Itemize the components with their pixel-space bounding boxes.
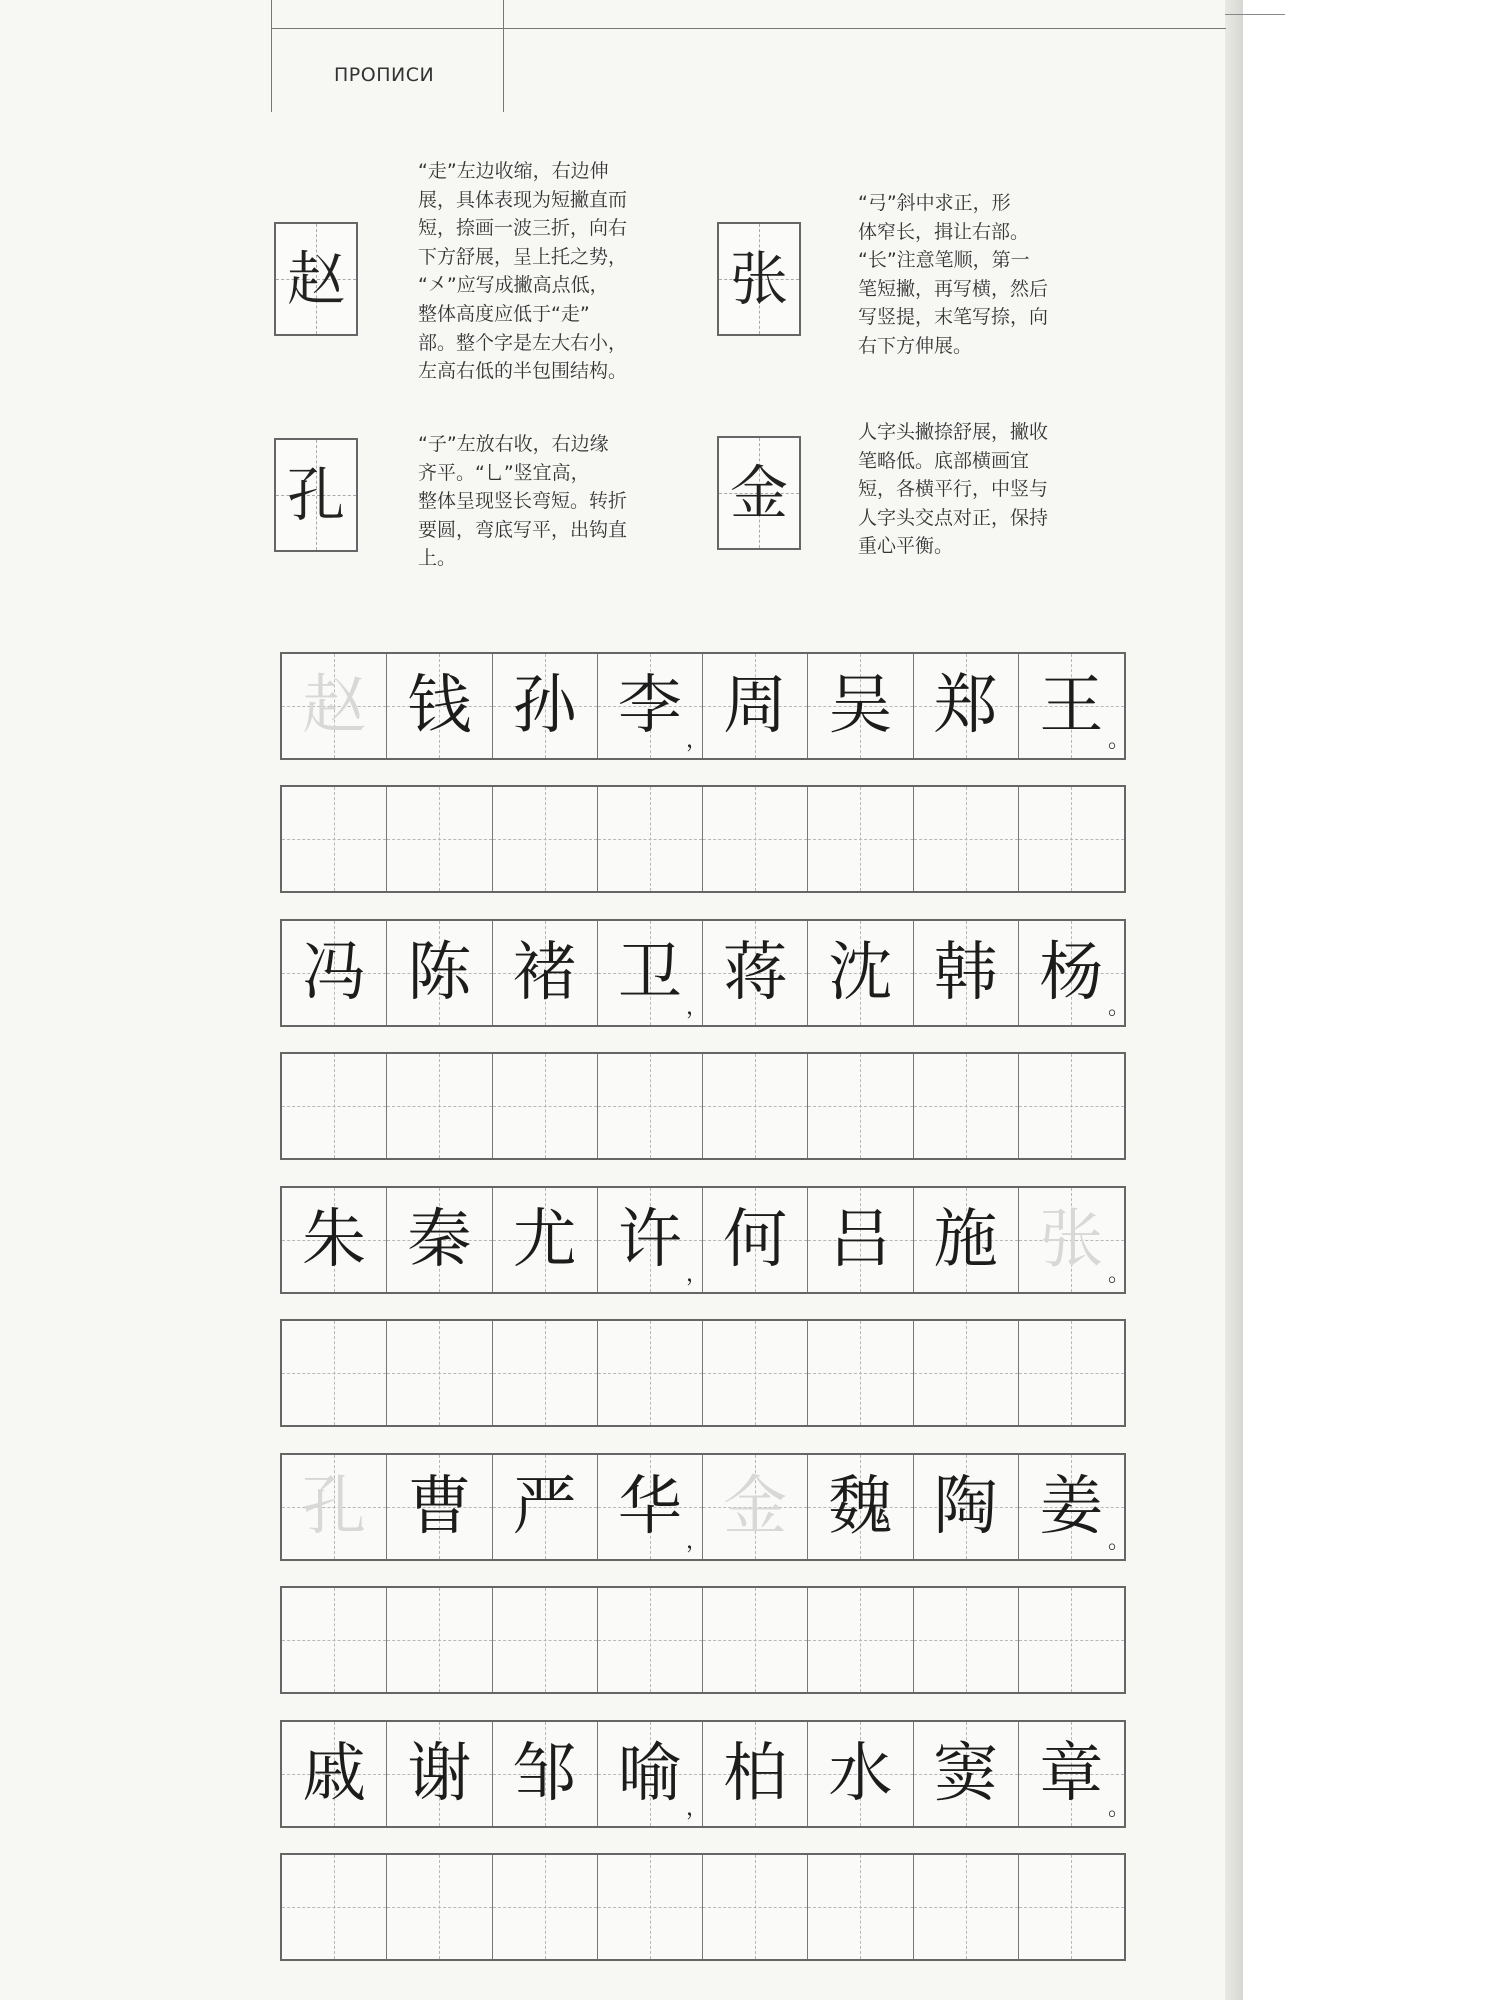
- example-cell: [598, 1455, 708, 1559]
- grid-character: 陈: [407, 936, 472, 1010]
- example-cell: [598, 1722, 708, 1826]
- sample-char: 孔: [286, 461, 345, 529]
- edge-rule: [1225, 14, 1285, 15]
- grid-character: 邹: [512, 1737, 577, 1811]
- example-cell: [703, 1455, 808, 1559]
- example-cell: [808, 654, 913, 758]
- example-cell: [598, 654, 708, 758]
- example-cell: [914, 1188, 1019, 1292]
- grid-character: 魏: [828, 1470, 893, 1544]
- grid-character: 金: [723, 1470, 788, 1544]
- practice-cell[interactable]: [282, 1588, 387, 1692]
- example-cell: [1019, 1455, 1130, 1559]
- grid-character: 沈: [828, 936, 893, 1010]
- grid-character: 水: [828, 1737, 893, 1811]
- practice-cell[interactable]: [387, 1321, 492, 1425]
- practice-cell[interactable]: [598, 1588, 703, 1692]
- practice-cell[interactable]: [1019, 787, 1124, 891]
- example-cell: [282, 1188, 387, 1292]
- example-cell: [387, 1188, 492, 1292]
- grid-character: 周: [723, 669, 788, 743]
- grid-character: 谢: [407, 1737, 472, 1811]
- punctuation-mark: 。: [1107, 1262, 1130, 1287]
- sample-note-zhang: “弓”斜中求正，形 体窄长，揖让右部。 “长”注意笔顺，第一 笔短撇，再写横，然后 写竖提，末笔写捺，向 右下方伸展。: [858, 192, 1049, 357]
- example-cell: [282, 1455, 387, 1559]
- example-cell: [387, 654, 492, 758]
- example-row: [280, 1186, 1130, 1294]
- practice-cell[interactable]: [703, 1054, 808, 1158]
- practice-cell[interactable]: [1019, 1588, 1124, 1692]
- example-cell: [808, 1455, 913, 1559]
- example-cell: [914, 921, 1019, 1025]
- grid-character: 尤: [512, 1203, 577, 1277]
- example-cell: [282, 654, 387, 758]
- example-cell: [387, 1455, 492, 1559]
- example-cell: [282, 1722, 387, 1826]
- punctuation-mark: 。: [1107, 1529, 1130, 1554]
- grid-character: 孔: [302, 1470, 367, 1544]
- practice-row: [280, 1052, 1126, 1160]
- grid-character: 姜: [1039, 1470, 1104, 1544]
- example-cell: [493, 1722, 598, 1826]
- sample-box-jin: [717, 436, 801, 550]
- example-cell: [808, 921, 913, 1025]
- example-cell: [282, 921, 387, 1025]
- sample-box-zhao: [274, 222, 358, 336]
- example-cell: [387, 1722, 492, 1826]
- practice-cell[interactable]: [493, 1321, 598, 1425]
- grid-character: 蒋: [723, 936, 788, 1010]
- practice-cell[interactable]: [282, 787, 387, 891]
- example-cell: [598, 921, 708, 1025]
- practice-cell[interactable]: [703, 1855, 808, 1959]
- grid-character: 窦: [933, 1737, 998, 1811]
- example-cell: [703, 654, 808, 758]
- practice-cell[interactable]: [598, 787, 703, 891]
- practice-cell[interactable]: [598, 1855, 703, 1959]
- grid-character: 卫: [617, 936, 682, 1010]
- punctuation-mark: ，: [685, 1796, 708, 1821]
- example-cell: [1019, 921, 1130, 1025]
- practice-cell[interactable]: [387, 1855, 492, 1959]
- grid-character: 章: [1039, 1737, 1104, 1811]
- practice-cell[interactable]: [493, 1588, 598, 1692]
- practice-cell[interactable]: [703, 1321, 808, 1425]
- example-cell: [703, 1722, 808, 1826]
- sample-char: 赵: [286, 245, 345, 313]
- grid-character: 冯: [302, 936, 367, 1010]
- punctuation-mark: 。: [1107, 728, 1130, 753]
- grid-character: 秦: [407, 1203, 472, 1277]
- practice-cell[interactable]: [808, 1321, 913, 1425]
- example-cell: [387, 921, 492, 1025]
- grid-character: 何: [723, 1203, 788, 1277]
- example-row: [280, 919, 1130, 1027]
- practice-cell[interactable]: [282, 1855, 387, 1959]
- practice-cell[interactable]: [493, 787, 598, 891]
- grid-character: 喻: [617, 1737, 682, 1811]
- grid-character: 杨: [1039, 936, 1104, 1010]
- example-cell: [1019, 1188, 1130, 1292]
- example-cell: [493, 1455, 598, 1559]
- practice-cell[interactable]: [808, 1054, 913, 1158]
- example-cell: [703, 1188, 808, 1292]
- grid-character: 吴: [828, 669, 893, 743]
- example-cell: [808, 1722, 913, 1826]
- sample-note-jin: 人字头撇捺舒展，撇收 笔略低。底部横画宜 短，各横平行，中竖与 人字头交点对正，保持 重心平衡。: [858, 421, 1049, 558]
- grid-character: 曹: [407, 1470, 472, 1544]
- punctuation-mark: ，: [685, 995, 708, 1020]
- punctuation-mark: 。: [1107, 995, 1130, 1020]
- header-left-rule: [271, 0, 272, 112]
- practice-cell[interactable]: [387, 1054, 492, 1158]
- grid-character: 陶: [933, 1470, 998, 1544]
- grid-character: 郑: [933, 669, 998, 743]
- practice-row: [280, 1319, 1126, 1427]
- practice-cell[interactable]: [493, 1054, 598, 1158]
- grid-character: 柏: [723, 1737, 788, 1811]
- grid-character: 赵: [302, 669, 367, 743]
- grid-character: 韩: [933, 936, 998, 1010]
- sample-note-zhao: “走”左边收缩，右边伸 展，具体表现为短撇直而 短，捺画一波三折，向右 下方舒展，呈上托之势， “㐅”应写成撇高点低， 整体高度应低于“走” 部。整个字是左大右小， 左高右低的半包围结构。: [418, 160, 628, 383]
- practice-cell[interactable]: [1019, 1054, 1124, 1158]
- example-cell: [493, 654, 598, 758]
- header-mid-rule: [503, 0, 504, 112]
- practice-cell[interactable]: [914, 1054, 1019, 1158]
- grid-character: 吕: [828, 1203, 893, 1277]
- example-row: [280, 1720, 1130, 1828]
- punctuation-mark: ，: [685, 728, 708, 753]
- grid-character: 钱: [407, 669, 472, 743]
- practice-cell[interactable]: [914, 1321, 1019, 1425]
- practice-cell[interactable]: [1019, 1321, 1124, 1425]
- example-cell: [914, 654, 1019, 758]
- practice-cell[interactable]: [914, 1855, 1019, 1959]
- practice-cell[interactable]: [387, 1588, 492, 1692]
- practice-cell[interactable]: [282, 1321, 387, 1425]
- sample-char: 张: [729, 245, 788, 313]
- practice-cell[interactable]: [703, 787, 808, 891]
- practice-cell[interactable]: [598, 1321, 703, 1425]
- punctuation-mark: 。: [1107, 1796, 1130, 1821]
- example-cell: [493, 1188, 598, 1292]
- grid-character: 褚: [512, 936, 577, 1010]
- example-cell: [914, 1722, 1019, 1826]
- grid-character: 朱: [302, 1203, 367, 1277]
- punctuation-mark: ，: [685, 1529, 708, 1554]
- practice-cell[interactable]: [808, 787, 913, 891]
- practice-cell[interactable]: [703, 1588, 808, 1692]
- page-title: ПРОПИСИ: [334, 64, 435, 86]
- grid-character: 张: [1039, 1203, 1104, 1277]
- practice-row: [280, 1586, 1126, 1694]
- practice-cell[interactable]: [808, 1855, 913, 1959]
- grid-character: 施: [933, 1203, 998, 1277]
- sample-box-zhang: [717, 222, 801, 336]
- example-cell: [703, 921, 808, 1025]
- example-cell: [493, 921, 598, 1025]
- grid-character: 华: [617, 1470, 682, 1544]
- example-row: [280, 1453, 1130, 1561]
- grid-character: 戚: [302, 1737, 367, 1811]
- example-cell: [808, 1188, 913, 1292]
- example-row: [280, 652, 1130, 760]
- grid-character: 严: [512, 1470, 577, 1544]
- practice-cell[interactable]: [914, 787, 1019, 891]
- grid-character: 孙: [512, 669, 577, 743]
- practice-row: [280, 785, 1126, 893]
- sample-note-kong: “子”左放右收，右边缘 齐平。“乚”竖宜高， 整体呈现竖长弯短。转折 要圆，弯底写平，出钩直 上。: [418, 433, 628, 570]
- example-cell: [1019, 1722, 1130, 1826]
- example-cell: [598, 1188, 708, 1292]
- example-cell: [1019, 654, 1130, 758]
- practice-cell[interactable]: [598, 1054, 703, 1158]
- example-cell: [914, 1455, 1019, 1559]
- punctuation-mark: ，: [685, 1262, 708, 1287]
- sample-box-kong: [274, 438, 358, 552]
- practice-cell[interactable]: [914, 1588, 1019, 1692]
- grid-character: 李: [617, 669, 682, 743]
- practice-cell[interactable]: [493, 1855, 598, 1959]
- practice-cell[interactable]: [282, 1054, 387, 1158]
- page-edge: [1225, 0, 1243, 2000]
- grid-character: 王: [1039, 669, 1104, 743]
- practice-cell[interactable]: [808, 1588, 913, 1692]
- grid-character: 许: [617, 1203, 682, 1277]
- header-top-rule: [271, 28, 1226, 29]
- practice-cell[interactable]: [387, 787, 492, 891]
- practice-row: [280, 1853, 1126, 1961]
- sample-char: 金: [729, 459, 788, 527]
- practice-cell[interactable]: [1019, 1855, 1124, 1959]
